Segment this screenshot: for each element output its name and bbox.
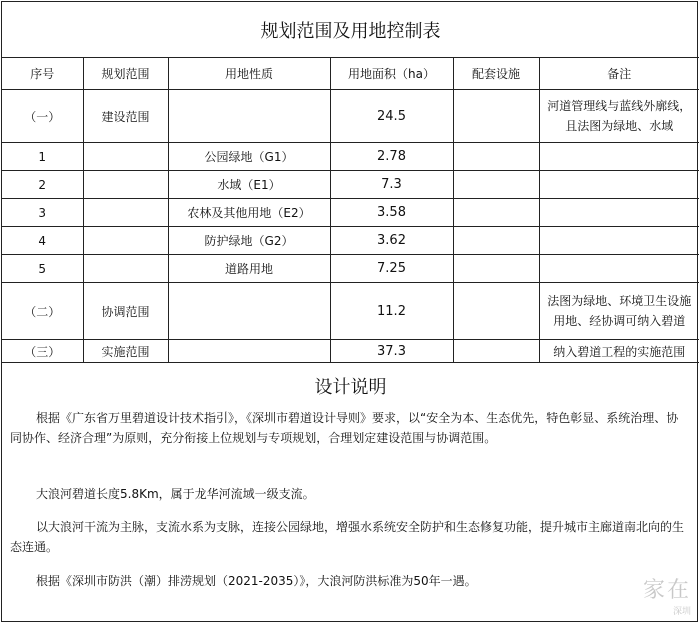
header-scope: 规划范围	[83, 58, 168, 90]
cell-scope: 实施范围	[83, 340, 168, 363]
watermark-sub: 深圳	[672, 607, 691, 617]
cell-facilities	[453, 90, 539, 143]
watermark-logo	[643, 573, 691, 617]
design-paragraph: 根据《广东省万里碧道设计技术指引》，《深圳市碧道设计导则》要求，以“安全为本、生态优先，特色彰显、系统治理、协同协作、经济合理”为原则，充分衔接上位规划与专项规划，合理划定建设范围与协调范围。	[10, 411, 679, 445]
cell-nature: 水域（E1）	[168, 171, 330, 199]
header-facilities: 配套设施	[453, 58, 539, 90]
cell-scope	[83, 255, 168, 283]
cell-area: 37.3	[330, 340, 453, 363]
cell-remarks: 法图为绿地、环境卫生设施用地、经协调可纳入碧道	[539, 283, 699, 340]
cell-facilities	[453, 340, 539, 363]
table-row	[2, 90, 699, 143]
cell-remarks	[539, 255, 699, 283]
cell-area: 11.2	[330, 283, 453, 340]
cell-scope: 建设范围	[83, 90, 168, 143]
cell-area: 7.25	[330, 255, 453, 283]
cell-seq: 3	[2, 199, 83, 227]
watermark-main: 家在	[642, 578, 691, 603]
cell-scope	[83, 227, 168, 255]
table-row	[2, 143, 699, 171]
cell-seq: （三）	[2, 340, 83, 363]
cell-remarks: 纳入碧道工程的实施范围	[539, 340, 699, 363]
cell-facilities	[453, 227, 539, 255]
cell-facilities	[453, 143, 539, 171]
header-seq: 序号	[2, 58, 83, 90]
cell-scope	[83, 199, 168, 227]
table-row	[2, 171, 699, 199]
header-nature: 用地性质	[168, 58, 330, 90]
table-title: 规划范围及用地控制表	[2, 2, 699, 58]
land-control-table	[2, 58, 699, 363]
cell-nature: 农林及其他用地（E2）	[168, 199, 330, 227]
cell-seq: （二）	[2, 283, 83, 340]
cell-nature	[168, 90, 330, 143]
table-header-row	[2, 58, 699, 90]
cell-nature: 道路用地	[168, 255, 330, 283]
cell-area: 7.3	[330, 171, 453, 199]
cell-scope	[83, 171, 168, 199]
table-row	[2, 227, 699, 255]
cell-area: 24.5	[330, 90, 453, 143]
cell-seq: 1	[2, 143, 83, 171]
design-paragraph: 以大浪河干流为主脉，支流水系为支脉，连接公园绿地，增强水系统安全防护和生态修复功能，提升城市主廊道南北向的生态连通。	[10, 520, 685, 554]
cell-remarks	[539, 199, 699, 227]
cell-facilities	[453, 255, 539, 283]
cell-seq: 2	[2, 171, 83, 199]
table-row	[2, 340, 699, 363]
cell-area: 3.62	[330, 227, 453, 255]
cell-seq: （一）	[2, 90, 83, 143]
design-paragraph: 大浪河碧道长度5.8Km，属于龙华河流域一级支流。	[36, 487, 315, 501]
cell-remarks	[539, 171, 699, 199]
header-area: 用地面积（ha）	[330, 58, 453, 90]
cell-nature	[168, 283, 330, 340]
cell-nature: 防护绿地（G2）	[168, 227, 330, 255]
cell-seq: 4	[2, 227, 83, 255]
cell-remarks	[539, 143, 699, 171]
cell-area: 3.58	[330, 199, 453, 227]
design-notes-title: 设计说明	[314, 377, 387, 398]
cell-scope	[83, 143, 168, 171]
design-paragraph: 根据《深圳市防洪（潮）排涝规划（2021-2035）》，大浪河防洪标准为50年一遇。	[36, 574, 477, 588]
cell-seq: 5	[2, 255, 83, 283]
table-row	[2, 255, 699, 283]
cell-nature	[168, 340, 330, 363]
table-row	[2, 283, 699, 340]
header-remarks: 备注	[539, 58, 699, 90]
cell-facilities	[453, 199, 539, 227]
cell-facilities	[453, 283, 539, 340]
table-row	[2, 199, 699, 227]
cell-scope: 协调范围	[83, 283, 168, 340]
cell-facilities	[453, 171, 539, 199]
document-frame	[1, 1, 698, 622]
cell-area: 2.78	[330, 143, 453, 171]
cell-nature: 公园绿地（G1）	[168, 143, 330, 171]
cell-remarks: 河道管理线与蓝线外廓线，且法图为绿地、水域	[539, 90, 699, 143]
cell-remarks	[539, 227, 699, 255]
